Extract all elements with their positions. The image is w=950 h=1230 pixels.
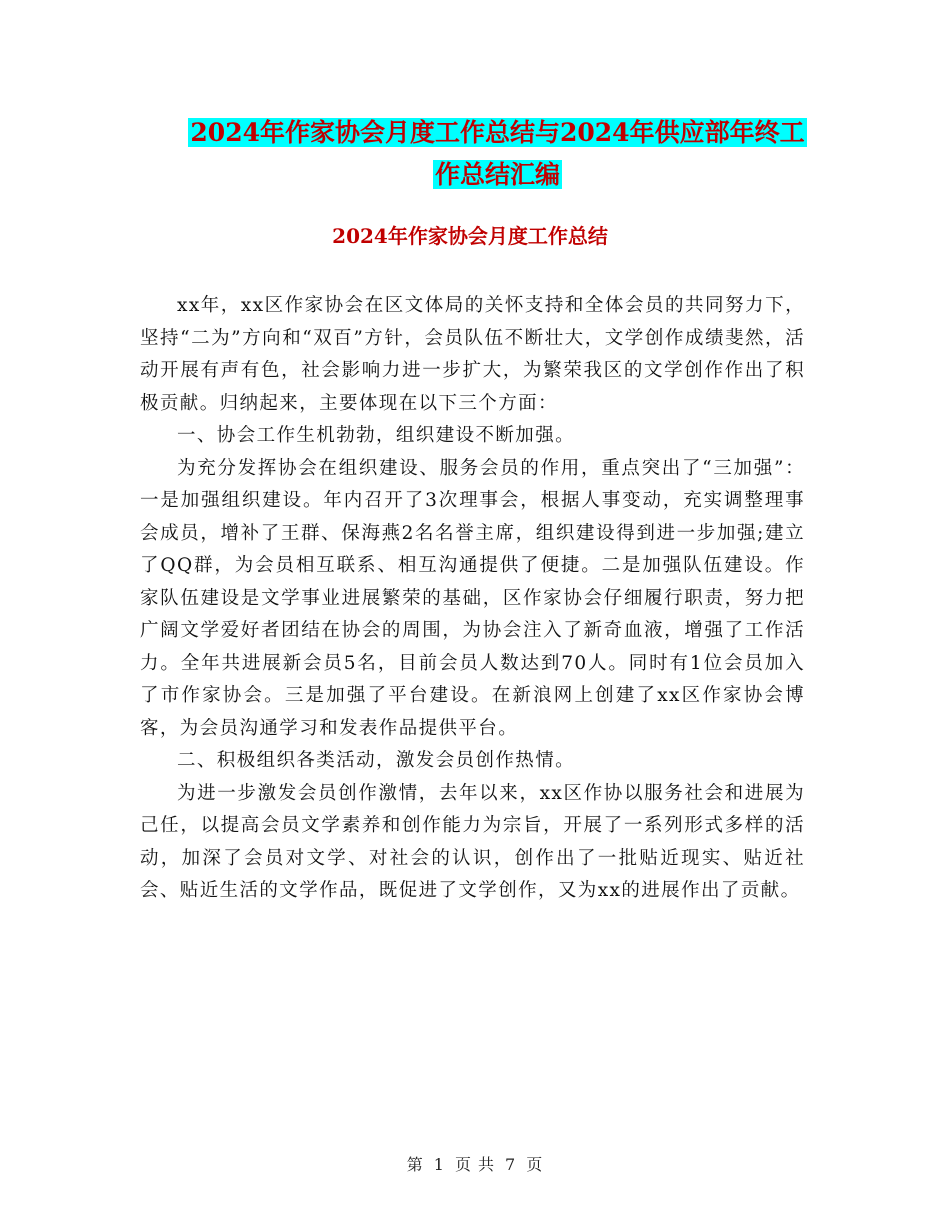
heading-point-1: 一、协会工作生机勃勃，组织建设不断加强。 xyxy=(177,425,576,446)
footer-mid: 页 共 xyxy=(454,1155,496,1174)
paragraph-point-1: 为充分发挥协会在组织建设、服务会员的作用，重点突出了“三加强”：一是加强组织建设。年内召开了3次理事会，根据人事变动，充实调整理事会成员，增补了王群、保海燕2名名誉主席，组织建设得到进一步加强;建立了QQ群，为会员相互联系、相互沟通提供了便捷。二是加强队伍建设。作家队伍建设是文学事业进展繁荣的基础，区作家协会仔细履行职责，努力把广阔文学爱好者团结在协会的周围，为协会注入了新奇血液，增强了工作活力。全年共进展新会员5名，目前会员人数达到70人。同时有1位会员加入了市作家协会。三是加强了平台建设。在新浪网上创建了xx区作家协会博客，为会员沟通学习和发表作品提供平台。 xyxy=(140,457,805,739)
footer-total-pages: 7 xyxy=(505,1155,517,1174)
footer-current-page: 1 xyxy=(433,1155,445,1174)
title-line-2: 作总结汇编 xyxy=(434,160,560,189)
title-line-1: 2024年作家协会月度工作总结与2024年供应部年终工 xyxy=(190,118,805,147)
heading-point-2: 二、积极组织各类活动，激发会员创作热情。 xyxy=(177,750,576,771)
section-title: 2024年作家协会月度工作总结 xyxy=(332,224,608,248)
footer-suffix: 页 xyxy=(526,1155,544,1174)
footer-prefix: 第 xyxy=(406,1155,424,1174)
document-body xyxy=(140,290,805,908)
page-footer xyxy=(0,1152,950,1175)
paragraph-intro: xx年，xx区作家协会在区文体局的关怀支持和全体会员的共同努力下，坚持“二为”方向和“双百”方针，会员队伍不断壮大，文学创作成绩斐然，活动开展有声有色，社会影响力进一步扩大，为繁荣我区的文学创作作出了积极贡献。归纳起来，主要体现在以下三个方面： xyxy=(140,295,805,414)
document-title xyxy=(140,112,855,196)
paragraph-point-2: 为进一步激发会员创作激情，去年以来，xx区作协以服务社会和进展为己任，以提高会员文学素养和创作能力为宗旨，开展了一系列形式多样的活动，加深了会员对文学、对社会的认识，创作出了一批贴近现实、贴近社会、贴近生活的文学作品，既促进了文学创作，又为xx的进展作出了贡献。 xyxy=(140,782,805,901)
